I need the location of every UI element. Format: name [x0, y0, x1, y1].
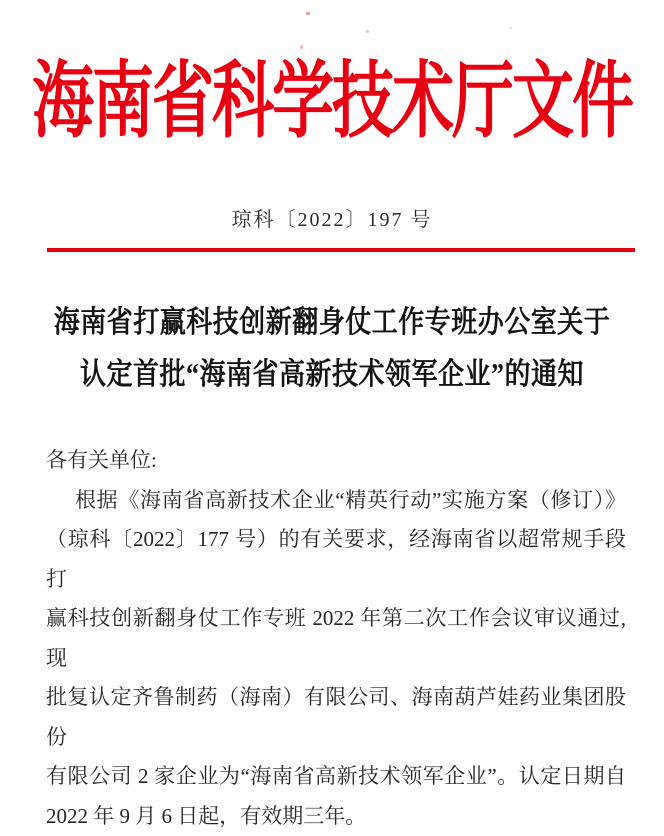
- body-line: （琼科〔2022〕177 号）的有关要求，经海南省以超常规手段打: [46, 520, 626, 599]
- body-line: 根据《海南省高新技术企业“精英行动”实施方案（修订）》: [46, 481, 626, 521]
- salutation: 各有关单位:: [46, 441, 626, 481]
- agency-header: [0, 36, 664, 150]
- notice-title-line1: 海南省打赢科技创新翻身仗工作专班办公室关于: [0, 296, 664, 348]
- red-divider-line: [47, 248, 635, 252]
- body-line: 赢科技创新翻身仗工作专班 2022 年第二次工作会议审议通过,现: [46, 599, 626, 678]
- agency-header-title: 海南省科学技术厅文件: [32, 33, 632, 153]
- scan-artifact-speck: [306, 12, 310, 15]
- notice-body: [46, 441, 626, 836]
- body-line: 2022 年 9 月 6 日起，有效期三年。: [46, 797, 626, 836]
- scan-artifact-speck: [509, 27, 512, 29]
- body-line: 批复认定齐鲁制药（海南）有限公司、海南葫芦娃药业集团股份: [46, 678, 626, 757]
- body-line: 有限公司 2 家企业为“海南省高新技术领军企业”。认定日期自: [46, 757, 626, 797]
- notice-title-line2: 认定首批“海南省高新技术领军企业”的通知: [0, 348, 664, 400]
- notice-title: [0, 296, 664, 400]
- document-number: 琼科〔2022〕197 号: [0, 203, 664, 232]
